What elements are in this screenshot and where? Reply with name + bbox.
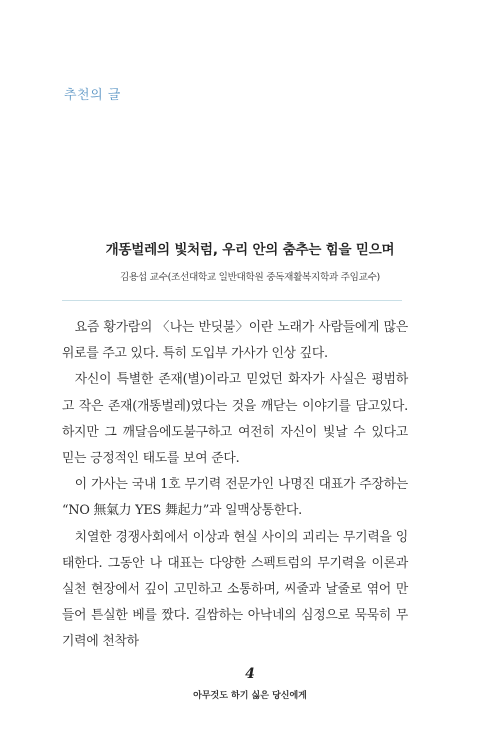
article-title: 개똥벌레의 빛처럼, 우리 안의 춤추는 힘을 믿으며 bbox=[105, 242, 395, 258]
paragraph: 치열한 경쟁사회에서 이상과 현실 사이의 괴리는 무기력을 잉태한다. 그동안 나 대표는 다양한 스펙트럼의 무기력을 이론과 실천 현장에서 깊이 고민하고 소통하며, 씨줄과 날줄로 엮어 만들어 튼실한 베를 짰다. 길쌈하는 아낙네의 심정으로 묵묵히 무기력에 천착하 bbox=[62, 529, 408, 650]
divider bbox=[62, 300, 402, 301]
paragraph: 이 가사는 국내 1호 무기력 전문가인 나명진 대표가 주장하는 “NO 無氣力 YES 舞起力”과 일맥상통한다. bbox=[62, 477, 408, 519]
running-footer: 아무것도 하기 싫은 당신에게 bbox=[193, 691, 307, 701]
page-number: 4 bbox=[245, 666, 255, 682]
paragraph: 자신이 특별한 존재(별)이라고 믿었던 화자가 사실은 평범하고 작은 존재(개똥벌레)였다는 것을 깨닫는 이야기를 담고있다. 하지만 그 깨달음에도불구하고 여전히 자신이 빛날 수 있다고 믿는 긍정적인 태도를 보여 준다. bbox=[62, 372, 408, 467]
author-line: 김용섭 교수(조선대학교 일반대학원 중독재활복지학과 주임교수) bbox=[119, 272, 380, 283]
section-label: 추천의 글 bbox=[64, 88, 121, 103]
body-text bbox=[62, 315, 408, 656]
paragraph: 요즘 황가람의 〈나는 반딧불〉이란 노래가 사람들에게 많은 위로를 주고 있다. 특히 도입부 가사가 인상 깊다. bbox=[62, 320, 408, 362]
